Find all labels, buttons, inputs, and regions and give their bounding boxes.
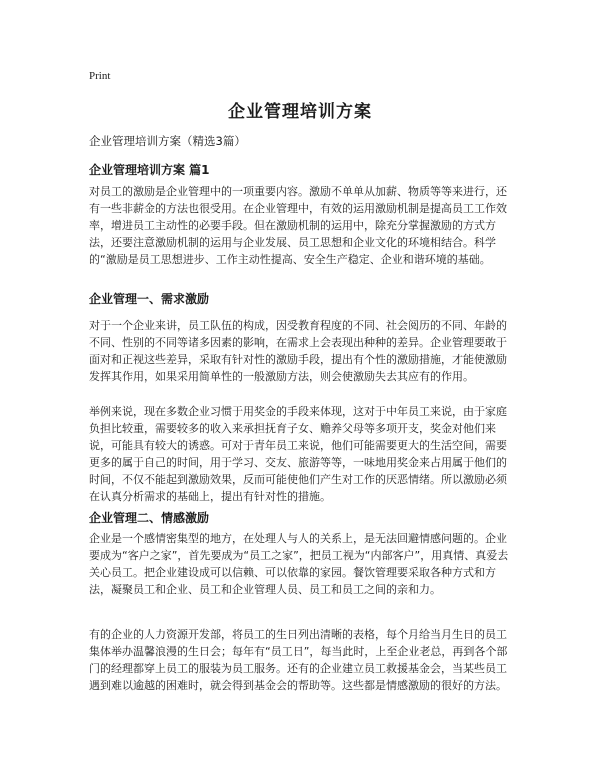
paragraph-text: 对于一个企业来讲，员工队伍的构成，因受教育程度的不同、社会阅历的不同、年龄的不同、性别的不同等诸多因素的影响，在需求上会表现出种种的差异。企业管理要敢于面对和正视这些差异，采取有针对性的激励手段，提出有个性的激励措施，才能使激励发挥其作用，如果采用简单性的一般激励方法，则会使激励失去其应有的作用。 [89,319,507,383]
section-3-paragraph-1 [89,530,513,598]
paragraph-text: 企业是一个感情密集型的地方，在处理人与人的关系上，是无法回避情感问题的。企业要成为“客户之家”，首先要成为“员工之家”，把员工视为“内部客户”，用真情、真爱去关心员工。把企业建设成可以信赖、可以依靠的家园。餐饮管理要采取各种方式和方法，凝聚员工和企业、员工和企业管理人员、员工和员工之间的亲和力。 [89,532,509,596]
section-3-heading: 企业管理二、情感激励 [89,511,210,525]
section-3-paragraph-2 [89,626,513,694]
paragraph-text: 有的企业的人力资源开发部，将员工的生日列出清晰的表格，每个月给当月生日的员工集体举办温馨浪漫的生日会；每年有“员工日”，每当此时，上至企业老总，再到各个部门的经理都穿上员工的服装为员工服务。还有的企业建立员工救援基金会，当某些员工遇到难以逾越的困难时，就会得到基金会的帮助等。这些都是情感激励的很好的方法。 [89,628,508,692]
document-title: 企业管理培训方案 [228,102,372,122]
section-1-paragraph [89,183,513,268]
print-label[interactable]: Print [89,70,111,82]
document-subtitle: 企业管理培训方案（精选3篇） [89,134,246,148]
section-1-heading: 企业管理培训方案 篇1 [89,163,210,177]
paragraph-text: 对员工的激励是企业管理中的一项重要内容。激励不单单从加薪、物质等等来进行，还有一些非薪金的方法也很受用。在企业管理中，有效的运用激励机制是提高员工工作效率，增进员工主动性的必要手段。但在激励机制的运用中，除充分掌握激励的方式方法，还要注意激励机制的运用与企业发展、员工思想和企业文化的环境相结合。科学的“激励是员工思想进步、工作主动性提高、安全生产稳定、企业和谐环境的基础。 [89,185,507,266]
paragraph-text: 举例来说，现在多数企业习惯于用奖金的手段来体现，这对于中年员工来说，由于家庭负担比较重，需要较多的收入来承担抚育子女、赡养父母等多项开支，奖金对他们来说，可能具有较大的诱惑。可对于青年员工来说，他们可能需要更大的生活空间，需要更多的属于自己的时间，用于学习、交友、旅游等等，一味地用奖金来占用属于他们的时间，不仅不能起到激励效果，反而可能使他们产生对工作的厌恶情绪。所以激励必须在认真分析需求的基础上，提出有针对性的措施。 [89,405,507,503]
section-2-paragraph-2 [89,403,513,505]
section-2-heading: 企业管理一、需求激励 [89,292,210,306]
section-2-paragraph-1 [89,317,513,385]
